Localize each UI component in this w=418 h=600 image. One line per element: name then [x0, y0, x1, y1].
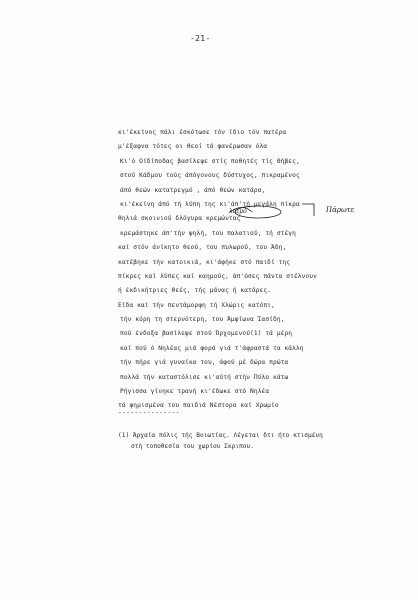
- text-line: μ'έξαφνα τότες οι θεοί τά φανέρωσαν όλα: [118, 143, 268, 151]
- text-line: τήν πήρε γιά γυναίκα του, άφού μέ δώρα πρώτα: [120, 359, 289, 367]
- footnote-separator: ---------------: [118, 409, 180, 416]
- footnote-line: στή τοποθεσία του χωρίου Σκριπου.: [131, 443, 254, 450]
- text-line: ή έκδικήτριες θεές, τής μάνας ή κατάρες.: [118, 287, 272, 295]
- text-line: Κι'ό Οίδίποδας βασίλεψε στίς ποθητές τίς Θήβες,: [120, 157, 300, 165]
- handwritten-margin-note: Πάρωτε: [326, 206, 355, 214]
- poem-body: [118, 126, 408, 414]
- text-line: καί στόν άνίκητο θεού, του πυλωρού, του Άδη,: [118, 244, 287, 252]
- text-line: θηλιά σκοινιού δλόγυρα κρεμώντας: [118, 215, 241, 223]
- handwritten-insert: λαιμό: [229, 208, 247, 215]
- text-line: καί πού ό Νηλέας μιά φορά γιά τ'άφραστά τα κάλλη: [120, 344, 304, 352]
- footnote-line: (1) Άρχαία πόλις τής Βοιωτίας. Λέγεται δτι ήτο κτισμένη: [118, 432, 323, 439]
- text-line: Είδα καί τήν πεντάμορφη τή Χλώρις κατόπι,: [118, 301, 275, 309]
- text-line: κατέβηκε τήν κατοικιά, κι'άφήκε στό παιδί της: [118, 258, 291, 266]
- text-line: Ρήγισσα γίνηκε τρανή κι'έδωκε στό Νηλέα: [120, 388, 270, 396]
- text-line: κι'έκεϊνος πάλι έσκότωσε τόν ίδιο τόν πατέρα: [118, 129, 287, 136]
- text-line: πίκρες καί λύπες καί καημούς, άπ'όσες πάντα στέλνουν: [118, 272, 317, 280]
- text-line: τήν κόρη τη στερνότερη, του Άμφίωνα Ίασίδη,: [120, 316, 285, 324]
- text-line: στού Κάδμου τούς άπόγονους δύστυχος, πικραμένος: [120, 172, 300, 180]
- page-number: -21-: [190, 34, 211, 43]
- text-line: κι'έκείνη άπό τή λύπη της κι'άπ'τή μεγάλη πίκρα: [120, 200, 300, 208]
- text-line: πολλά τήν καταστόλισε κι'αύτή στήν Πύλο κάτω: [120, 373, 289, 381]
- text-line: άπό θεών κατατρεγμό , άπό θεών κατάρα,: [120, 186, 266, 194]
- footnote: [118, 430, 408, 452]
- text-line: πού ένδοξα βασίλεψε στού Όρχομενού(1) τά μέρη: [120, 330, 293, 338]
- text-line: τά φημισμένα του παιδιά Νέστορα καί Χρωμίο: [118, 402, 279, 410]
- text-line: κρεμάστηκε άπ'τήν ψηλή, του παλατιού, τή στέγη: [120, 229, 296, 237]
